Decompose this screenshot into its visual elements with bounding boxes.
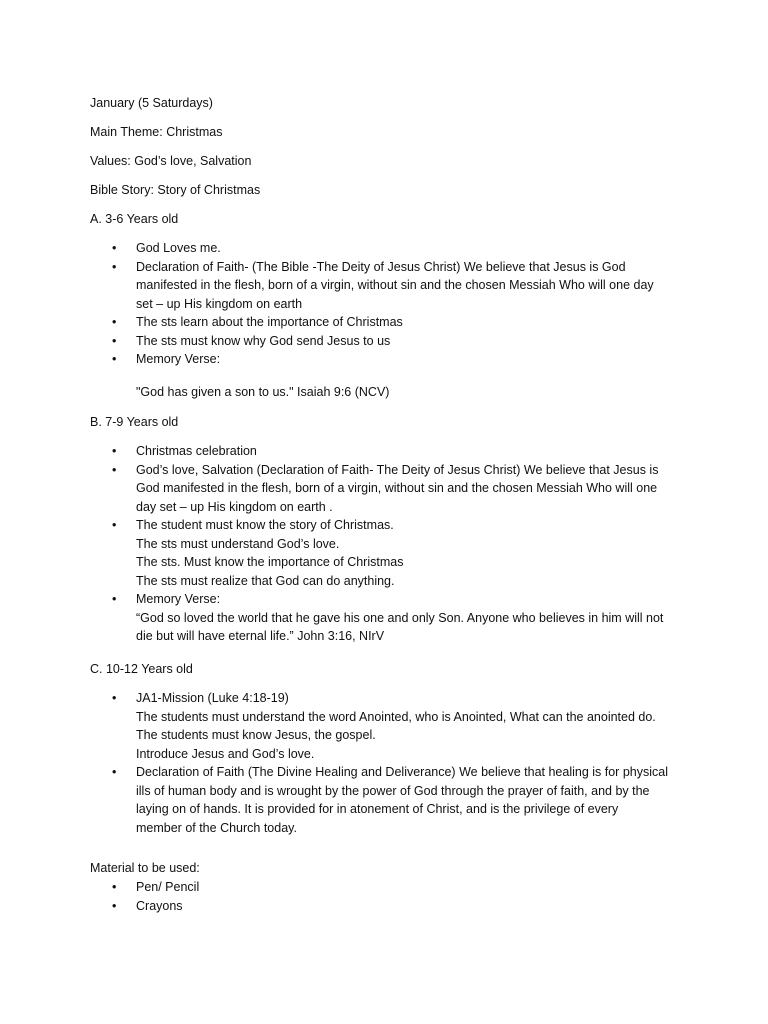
section-b-list [90,442,690,646]
bullet-icon: • [112,765,117,779]
list-item-line: The students must understand the word Anointed, who is Anointed, What can the anointed do. [136,709,656,724]
month-heading: January (5 Saturdays) [90,96,213,110]
list-item-line: The student must know the story of Christmas. [136,518,394,532]
list-item [90,350,690,369]
section-a-title: A. 3-6 Years old [90,212,179,226]
list-item-line: The sts learn about the importance of Christmas [136,315,403,329]
values-line: Values: God’s love, Salvation [90,154,252,168]
list-item [90,332,690,351]
section-c-title: C. 10-12 Years old [90,662,193,676]
list-item [90,590,690,646]
list-item-line: Introduce Jesus and God’s love. [136,746,315,761]
list-item [90,461,690,517]
bullet-icon: • [112,462,117,477]
section-a-list [90,239,690,369]
bullet-icon: • [112,880,117,894]
section-c-list [90,689,690,837]
list-item-line: God Loves me. [136,241,221,255]
list-item-line: The sts must know why God send Jesus to us [136,333,391,348]
list-item-line: God’s love, Salvation (Declaration of Faith- The Deity of Jesus Christ) We believe that Jesus is [136,462,659,477]
list-item [90,763,690,837]
bible-story-line: Bible Story: Story of Christmas [90,183,261,197]
bullet-icon: • [112,691,117,705]
list-item-line: JA1-Mission (Luke 4:18-19) [136,691,289,705]
list-item [90,313,690,332]
main-theme: Main Theme: Christmas [90,125,223,139]
list-item-line: Pen/ Pencil [136,880,200,894]
materials-list [90,878,690,915]
bullet-icon: • [112,315,117,329]
list-item-line: member of the Church today. [136,820,297,835]
list-item-line: God manifested in the flesh, born of a virgin, without sin and the chosen Messiah Who will one [136,481,658,495]
list-item [90,897,690,916]
list-item-line: Memory Verse: [136,592,221,606]
list-item-line: manifested in the flesh, born of a virgin, without sin and the chosen Messiah Who will one day [136,278,654,292]
bullet-icon: • [112,352,117,366]
list-item-line: Memory Verse: [136,352,221,366]
bullet-icon: • [112,444,117,458]
bullet-icon: • [112,518,117,532]
list-item [90,878,690,897]
list-item-line: laying on of hands. It is provided for in atonement of Christ, and is the privilege of every [136,802,619,816]
section-a-memory-verse: "God has given a son to us." Isaiah 9:6 (NCV) [136,385,390,399]
bullet-icon: • [112,259,117,274]
list-item-line: The sts must understand God’s love. [136,536,340,551]
list-item-line: Crayons [136,898,183,913]
list-item-line: ills of human body and is wrought by the power of God through the prayer of faith, and by the [136,783,650,798]
list-item [90,442,690,461]
list-item [90,516,690,590]
list-item-line: Declaration of Faith- (The Bible -The Deity of Jesus Christ) We believe that Jesus is God [136,259,626,274]
bullet-icon: • [112,241,117,255]
list-item-line: Declaration of Faith (The Divine Healing and Deliverance) We believe that healing is for physical [136,765,668,779]
list-item-line: “God so loved the world that he gave his one and only Son. Anyone who believes in him will not [136,610,664,625]
list-item-line: die but will have eternal life.” John 3:16, NIrV [136,629,385,643]
list-item-line: Christmas celebration [136,444,257,458]
list-item [90,258,690,314]
bullet-icon: • [112,898,117,913]
section-b-title: B. 7-9 Years old [90,415,179,429]
bullet-icon: • [112,592,117,606]
bullet-icon: • [112,333,117,348]
list-item [90,689,690,763]
list-item-line: The sts must realize that God can do anything. [136,573,395,588]
list-item-line: day set – up His kingdom on earth . [136,499,333,514]
list-item-line: set – up His kingdom on earth [136,296,303,311]
list-item [90,239,690,258]
list-item-line: The students must know Jesus, the gospel. [136,728,376,742]
list-item-line: The sts. Must know the importance of Christmas [136,555,404,569]
materials-title: Material to be used: [90,861,200,875]
